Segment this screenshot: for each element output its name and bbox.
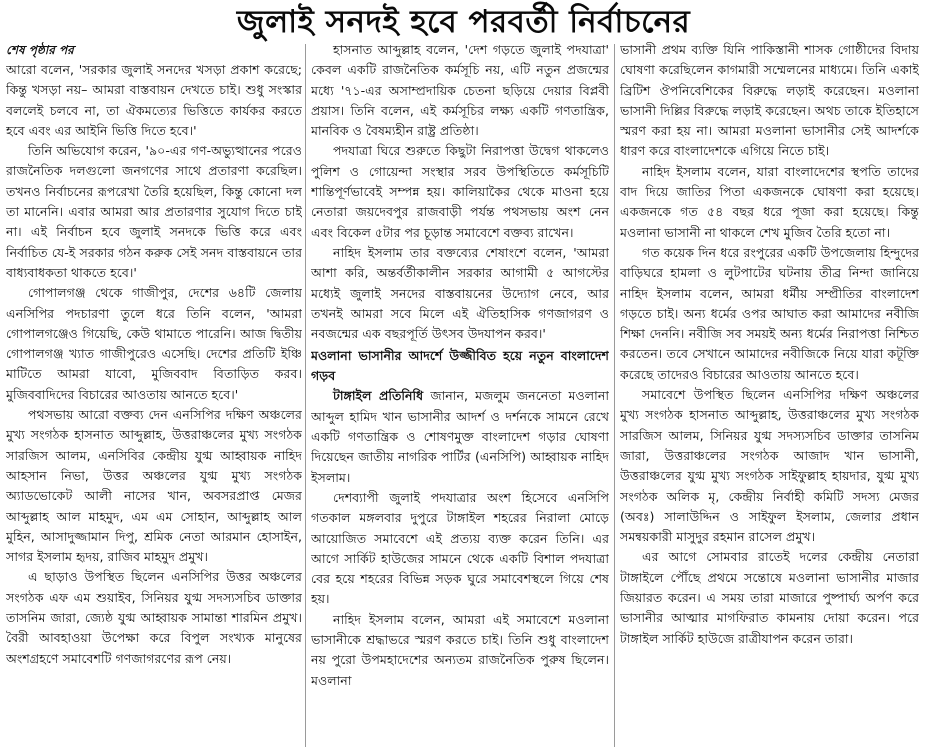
paragraph: দেশব্যাপী জুলাই পদযাত্রার অংশ হিসেবে এনসিপি গতকাল মঙ্গলবার দুপুরে টাঙ্গাইল শহরের নিরালা মোড়ে আয়োজিত সমাবেশে এই প্রত্যয় ব্যক্ত করেন তিনি। এর আগে সার্কিট হাউজের সামনে থেকে একটি বিশাল পদযাত্রা বের হয়ে শহরের বিভিন্ন সড়ক ঘুরে সমাবেশস্থলে গিয়ে শেষ হয়। — [311, 489, 609, 607]
column-middle — [311, 40, 609, 751]
paragraph: তিনি অভিযোগ করেন, '৯০-এর গণ-অভ্যুত্থানের পরেও রাজনৈতিক দলগুলো জনগণের সাথে প্রতারণা করেছিল। তখনও নির্বাচনের রূপরেখা তৈরি হয়েছিল, কিন্তু কোনো দল তা মানেনি। এবার আমরা আর প্রতারণার সুযোগ দিতে চাই না। এই নির্বাচন হবে জুলাই সনদকে ভিত্তি করে এবং নির্বাচিত যে-ই সরকার গঠন করুক সেই সনদ বাস্তবায়নে তার বাধ্যবাধকতা থাকতে হবে।' — [6, 143, 302, 280]
paragraph: নাহিদ ইসলাম তার বক্তব্যের শেষাংশে বলেন, 'আমরা আশা করি, অন্তর্বর্তীকালীন সরকার আগামী ৫ আগস্টের মধ্যেই জুলাই সনদের বাস্তবায়নের উদ্যোগ নেবে, আর তখনই আমরা সবে মিলে এই ঐতিহাসিক গণজাগরণ ও নবজন্মের এক বছরপূর্তি উৎসব উদযাপন করব।' — [311, 244, 609, 342]
paragraph: গত কয়েক দিন ধরে রংপুরের একটি উপজেলায় হিন্দুদের বাড়িঘরে হামলা ও লুটপাটের ঘটনায় তীব্র নিন্দা জানিয়ে নাহিদ ইসলাম বলেন, আমরা ধর্মীয় সম্প্রীতির বাংলাদেশ গড়তে চাই। অন্য ধর্মের ওপর আঘাত করা আমাদের নবীজি শিক্ষা দেননি। নবীজি সব সময়ই অন্য ধর্মের নিরাপত্তা নিশ্চিত করতেন। তবে সেখানে আমাদের নবীজিকে নিয়ে যারা কটূক্তি করেছে তাদেরও বিচারের আওতায় আনতে হবে। — [620, 244, 919, 382]
paragraph: পদযাত্রা ঘিরে শুরুতে কিছুটা নিরাপত্তা উদ্বেগ থাকলেও পুলিশ ও গোয়েন্দা সংস্থার সরব উপস্থিতিতে কর্মসূচিটি শান্তিপূর্ণভাবেই সম্পন্ন হয়। কালিয়াকৈর থেকে মাওনা হয়ে নেতারা জয়দেবপুর রাজবাড়ী পর্যন্ত পথসভায় অংশ নেন এবং বিকেল ৫টার পর চূড়ান্ত সমাবেশে বক্তব্য রাখেন। — [311, 143, 609, 240]
continuation-kicker: শেষ পৃষ্ঠার পর — [6, 43, 74, 57]
paragraph: ভাসানী প্রথম ব্যক্তি যিনি পাকিস্তানী শাসক গোষ্ঠীদের বিদায় ঘোষণা করেছিলেন কাগমারী সম্মেলনের মাধ্যমে। তিনি একাই ব্রিটিশ ঔপনিবেশিকের বিরুদ্ধে লড়াই করেছেন। মওলানা ভাসানী দিল্লির বিরুদ্ধে লড়াই করেছেন। অথচ তাকে ইতিহাসে স্মরণ করা হয় না। আমরা মওলানা ভাসানীর সেই আদর্শকে ধারণ করে বাংলাদেশকে এগিয়ে নিতে চাই। — [620, 42, 919, 159]
headline: জুলাই সনদই হবে পরবর্তী নির্বাচনের — [236, 4, 691, 40]
column-left — [6, 40, 302, 751]
paragraph: এ ছাড়াও উপস্থিত ছিলেন এনসিপির উত্তর অঞ্চলের সংগঠক এফ এম শুয়াইব, সিনিয়র যুগ্ম সদস্যসচিব ডাক্তার তাসনিম জারা, জ্যেষ্ঠ যুগ্ম আহ্বায়ক সামান্তা শারমিন প্রমুখ। বৈরী আবহাওয়া উপেক্ষা করে বিপুল সংখ্যক মানুষের অংশগ্রহণে সমাবেশটি গণজাগরণের রূপ নেয়। — [6, 569, 302, 666]
paragraph: হাসনাত আব্দুল্লাহ বলেন, 'দেশ গড়তে জুলাই পদযাত্রা' কেবল একটি রাজনৈতিক কর্মসূচি নয়, এটি নতুন প্রজন্মের মধ্যে '৭১-এর অসাম্প্রদায়িক চেতনা ছড়িয়ে দেয়ার বিপ্লবী প্রয়াস। তিনি বলেন, এই কর্মসূচির লক্ষ্য একটি গণতান্ত্রিক, মানবিক ও বৈষম্যহীন রাষ্ট্র প্রতিষ্ঠা। — [311, 42, 609, 139]
paragraph: এর আগে সোমবার রাতেই দলের কেন্দ্রীয় নেতারা টাঙ্গাইলে পৌঁছে প্রথমে সন্তোষে মওলানা ভাসানীর মাজার জিয়ারত করেন। এ সময় তারা মাজারে পুষ্পার্ঘ্য অর্পণ করে ভাসানীর আত্মার মাগফিরাত কামনায় দোয়া করেন। পরে টাঙ্গাইল সার্কিট হাউজে রাত্রীযাপন করেন তারা। — [620, 549, 919, 646]
byline-paragraph — [311, 386, 609, 487]
byline-text: জানান, মজলুম জননেতা মওলানা আব্দুল হামিদ খান ভাসানীর আদর্শ ও দর্শনকে সামনে রেখে একটি গণতান্ত্রিক ও শোষণমুক্ত বাংলাদেশ গড়ার ঘোষণা দিয়েছেন জাতীয় নাগরিক পার্টির (এনসিপি) আহ্বায়ক নাহিদ ইসলাম। — [311, 388, 609, 485]
paragraph: সমাবেশে উপস্থিত ছিলেন এনসিপির দক্ষিণ অঞ্চলের মুখ্য সংগঠক হাসনাত আব্দুল্লাহ, উত্তরাঞ্চলের মুখ্য সংগঠক সারজিস আলম, সিনিয়র যুগ্ম সদস্যসচিব ডাক্তার তাসনিম জারা, উত্তরাঞ্চলের সংগঠক আজাদ খান ভাসানী, উত্তরাঞ্চলের যুগ্ম মুখ্য সংগঠক সাইফুল্লাহ হায়দার, যুগ্ম মুখ্য সংগঠক অলিক মৃ, কেন্দ্রীয় নির্বাহী কমিটি সদস্য মেজর (অবঃ) সালাউদ্দিন ও সাইফুল ইসলাম, জেলার প্রধান সমন্বয়কারী মাসুদুর রহমান রাসেল প্রমুখ। — [620, 387, 919, 545]
paragraph: গোপালগঞ্জ থেকে গাজীপুর, দেশের ৬৪টি জেলায় এনসিপির পদচারণা তুলে ধরে তিনি বলেন, 'আমরা গোপালগঞ্জেও গিয়েছি, কেউ থামাতে পারেনি। আজ দ্বিতীয় গোপালগঞ্জ খ্যাত গাজীপুরেও এসেছি। দেশের প্রতিটি ইঞ্চি মাটিতে আমরা যাবো, মুজিববাদ বিতাড়িত করব। মুজিববাদিদের বিচারের আওতায় আনতে হবে।' — [6, 285, 302, 402]
paragraph: নাহিদ ইসলাম বলেন, যারা বাংলাদেশের স্থপতি তাদের বাদ দিয়ে জাতির পিতা একজনকে ঘোষণা করা হয়েছে। একজনকে গত ৫৪ বছর ধরে পূজা করা হয়েছে। কিন্তু মওলানা ভাসানী না থাকলে শেখ মুজিব তৈরি হতো না। — [620, 163, 919, 240]
paragraph: নাহিদ ইসলাম বলেন, আমরা এই সমাবেশে মওলানা ভাসানীকে শ্রদ্ধাভরে স্মরণ করতে চাই। তিনি শুধু বাংলাদেশ নয় পুরো উপমহাদেশের অন্যতম রাজনৈতিক পুরুষ ছিলেন। মওলানা — [311, 611, 609, 688]
column-divider — [614, 44, 615, 747]
column-right — [620, 40, 919, 751]
paragraph: আরো বলেন, 'সরকার জুলাই সনদের খসড়া প্রকাশ করেছে; কিন্তু খসড়া নয়– আমরা বাস্তবায়ন দেখতে চাই। শুধু সংস্কার বললেই চলবে না, তা ঐকমত্যের ভিত্তিতে কার্যকর করতে হবে এবং এর আইনি ভিত্তি দিতে হবে।' — [6, 62, 302, 138]
section-subhead: মওলানা ভাসানীর আদর্শে উজ্জীবিত হয়ে নতুন বাংলাদেশ গড়ব — [311, 348, 609, 384]
paragraph: পথসভায় আরো বক্তব্য দেন এনসিপির দক্ষিণ অঞ্চলের মুখ্য সংগঠক হাসনাত আব্দুল্লাহ, উত্তরাঞ্চলের মুখ্য সংগঠক সারজিস আলম, এনসিবির কেন্দ্রীয় যুগ্ম আহ্বায়ক নাহিদ আহসান নিভা, উত্তর অঞ্চলের যুগ্ম মুখ্য সংগঠক অ্যাডভোকেট আলী নাসের খান, অবসরপ্রাপ্ত মেজর আব্দুল্লাহ আল মাহমুদ, এম এম সোহান, আব্দুল্লাহ আল মুহিন, আসাদুজ্জামান দিপু, শ্রমিক নেতা আরমান হোসাইন, সাগর ইসলাম হৃদয়, রাজিব মাহমুদ প্রমুখ। — [6, 407, 302, 565]
byline: টাঙ্গাইল প্রতিনিধি — [333, 388, 424, 404]
column-divider — [305, 44, 306, 747]
